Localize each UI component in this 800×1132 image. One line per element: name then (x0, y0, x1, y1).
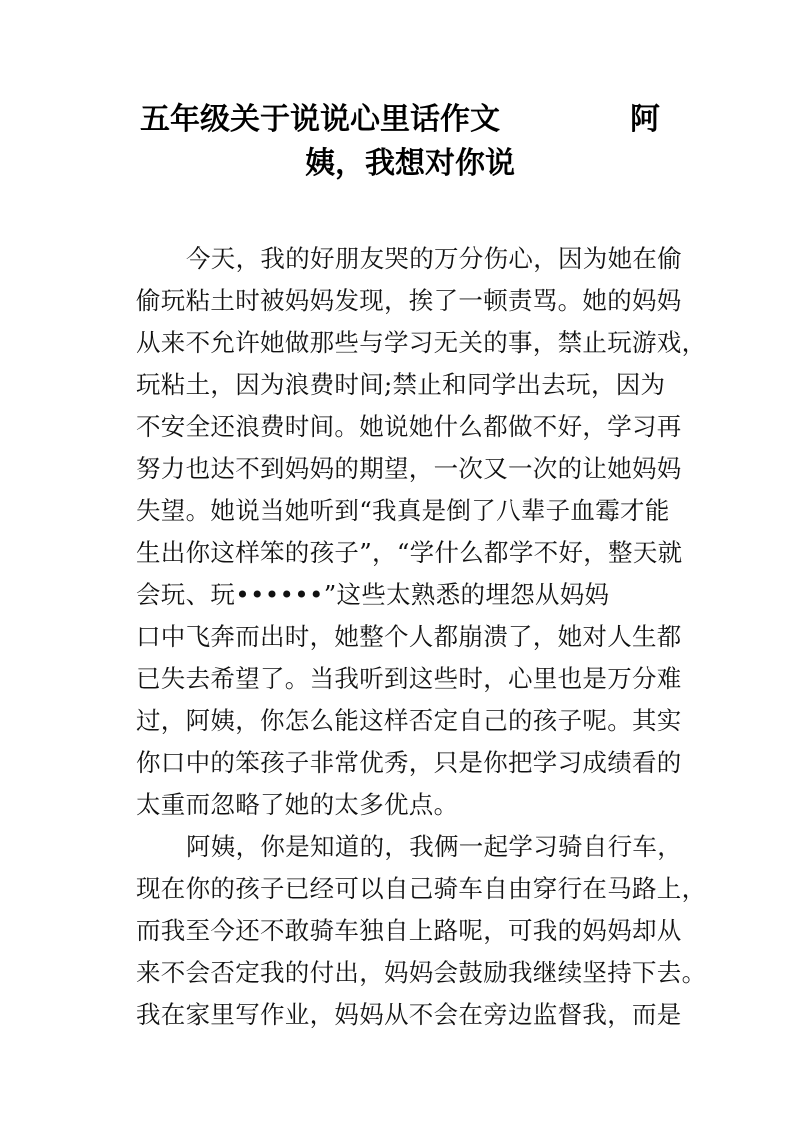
paragraph-1-line: 失望。她说当她听到“我真是倒了八辈子血霉才能 (136, 496, 670, 525)
paragraph-2-line: 现在你的孩子已经可以自己骑车自由穿行在马路上， (136, 874, 707, 903)
paragraph-2-line: 而我至今还不敢骑车独自上路呢，可我的妈妈却从 (136, 916, 682, 945)
paragraph-1-line: 偷玩粘土时被妈妈发现，挨了一顿责骂。她的妈妈 (136, 286, 682, 315)
document-body (136, 238, 707, 1036)
paragraph-1-line: 生出你这样笨的孩子”，“学什么都学不好，整天就 (136, 538, 683, 567)
paragraph-1-line: 从来不允许她做那些与学习无关的事，禁止玩游戏， (136, 328, 707, 357)
paragraph-1-line: 已失去希望了。当我听到这些时，心里也是万分难 (136, 664, 682, 693)
paragraph-2-line: 阿姨，你是知道的，我俩一起学习骑自行车， (186, 832, 682, 861)
title-text-part-1: 五年级关于说说心里话作文 (140, 102, 500, 137)
paragraph-1-line: 太重而忽略了她的太多优点。 (136, 790, 459, 819)
paragraph-2-line: 来不会否定我的付出，妈妈会鼓励我继续坚持下去。 (136, 958, 707, 987)
paragraph-1-line: 你口中的笨孩子非常优秀，只是你把学习成绩看的 (136, 748, 682, 777)
paragraph-1-line: 玩粘土，因为浪费时间;禁止和同学出去玩，因为 (136, 370, 666, 399)
title-line-2: 姨，我想对你说 (305, 146, 515, 181)
paragraph-1-line: 口中飞奔而出时，她整个人都崩溃了，她对人生都 (136, 622, 682, 651)
paragraph-1-line: 会玩、玩••••••”这些太熟悉的埋怨从妈妈 (136, 580, 610, 609)
paragraph-1-line: 过，阿姨，你怎么能这样否定自己的孩子呢。其实 (136, 706, 682, 735)
paragraph-1-line: 不安全还浪费时间。她说她什么都做不好，学习再 (136, 412, 682, 441)
document-title (140, 98, 660, 186)
paragraph-1-line: 今天，我的好朋友哭的万分伤心，因为她在偷 (186, 244, 682, 273)
title-text-part-2: 阿 (630, 102, 660, 137)
paragraph-1-line: 努力也达不到妈妈的期望，一次又一次的让她妈妈 (136, 454, 682, 483)
paragraph-2-line: 我在家里写作业，妈妈从不会在旁边监督我，而是 (136, 1000, 682, 1029)
title-line-1 (140, 98, 660, 142)
